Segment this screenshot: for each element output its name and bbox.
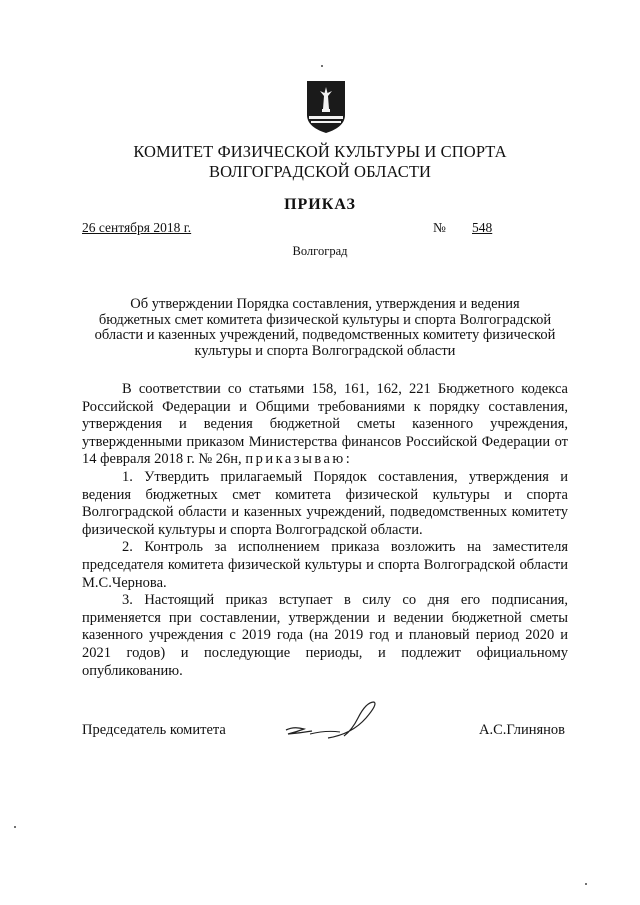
subject-line: области и казенных учреждений, подведомственных комитету физической [94, 327, 556, 343]
subject-line: культуры и спорта Волгоградской области [194, 342, 456, 359]
body-intro-text: В соответствии со статьями 158, 161, 162, 221 Бюджетного кодекса Российской Федерации и Общими требованиями к порядку составления, утверждения и ведения бюджетной сметы казенного учреждения, утвержденными приказом Министерства финансов Российской Федерации от 14 февраля 2018 г. № 26н, [82, 381, 568, 468]
document-city: Волгоград [292, 244, 348, 258]
scan-speck [585, 883, 587, 885]
scan-speck [321, 65, 323, 67]
order-item-3: 3. Настоящий приказ вступает в силу со дня его подписания, применяется при составлении, утверждении и ведении бюджетной сметы казенного учреждения с 2019 года (на 2019 год и плановый период 2020 и 2021 годов) и последующие периоды, и подлежит официальному опубликованию. [82, 592, 568, 679]
subject-line: Об утверждении Порядка составления, утверждения и ведения [130, 296, 520, 312]
organization-title [80, 142, 560, 182]
document-body [82, 381, 568, 680]
order-item-1: 1. Утвердить прилагаемый Порядок составления, утверждения и ведения бюджетных смет комитета физической культуры и спорта Волгоградской области и казенных учреждений, подведомственных комитету физической культуры и спорта Волгоградской области. [82, 468, 568, 538]
document-subject [82, 297, 568, 359]
order-word: приказываю: [245, 451, 353, 468]
scan-speck [14, 826, 16, 828]
body-intro-paragraph [82, 381, 568, 469]
number-sign: № [433, 220, 446, 235]
signer-position: Председатель комитета [82, 722, 226, 738]
signer-name: А.С.Глинянов [479, 722, 565, 738]
organization-title-line1: КОМИТЕТ ФИЗИЧЕСКОЙ КУЛЬТУРЫ И СПОРТА [133, 142, 507, 161]
document-type: ПРИКАЗ [284, 196, 356, 213]
document-number: 548 [472, 220, 493, 235]
order-item-2: 2. Контроль за исполнением приказа возложить на заместителя председателя комитета физической культуры и спорта Волгоградской области М.С.Чернова. [82, 539, 568, 591]
document-date: 26 сентября 2018 г. [82, 220, 192, 235]
subject-line: бюджетных смет комитета физической культуры и спорта Волгоградской [98, 311, 552, 328]
volgograd-region-emblem-icon [305, 79, 347, 135]
handwritten-signature [282, 696, 392, 746]
organization-title-line2: ВОЛГОГРАДСКОЙ ОБЛАСТИ [208, 162, 432, 181]
